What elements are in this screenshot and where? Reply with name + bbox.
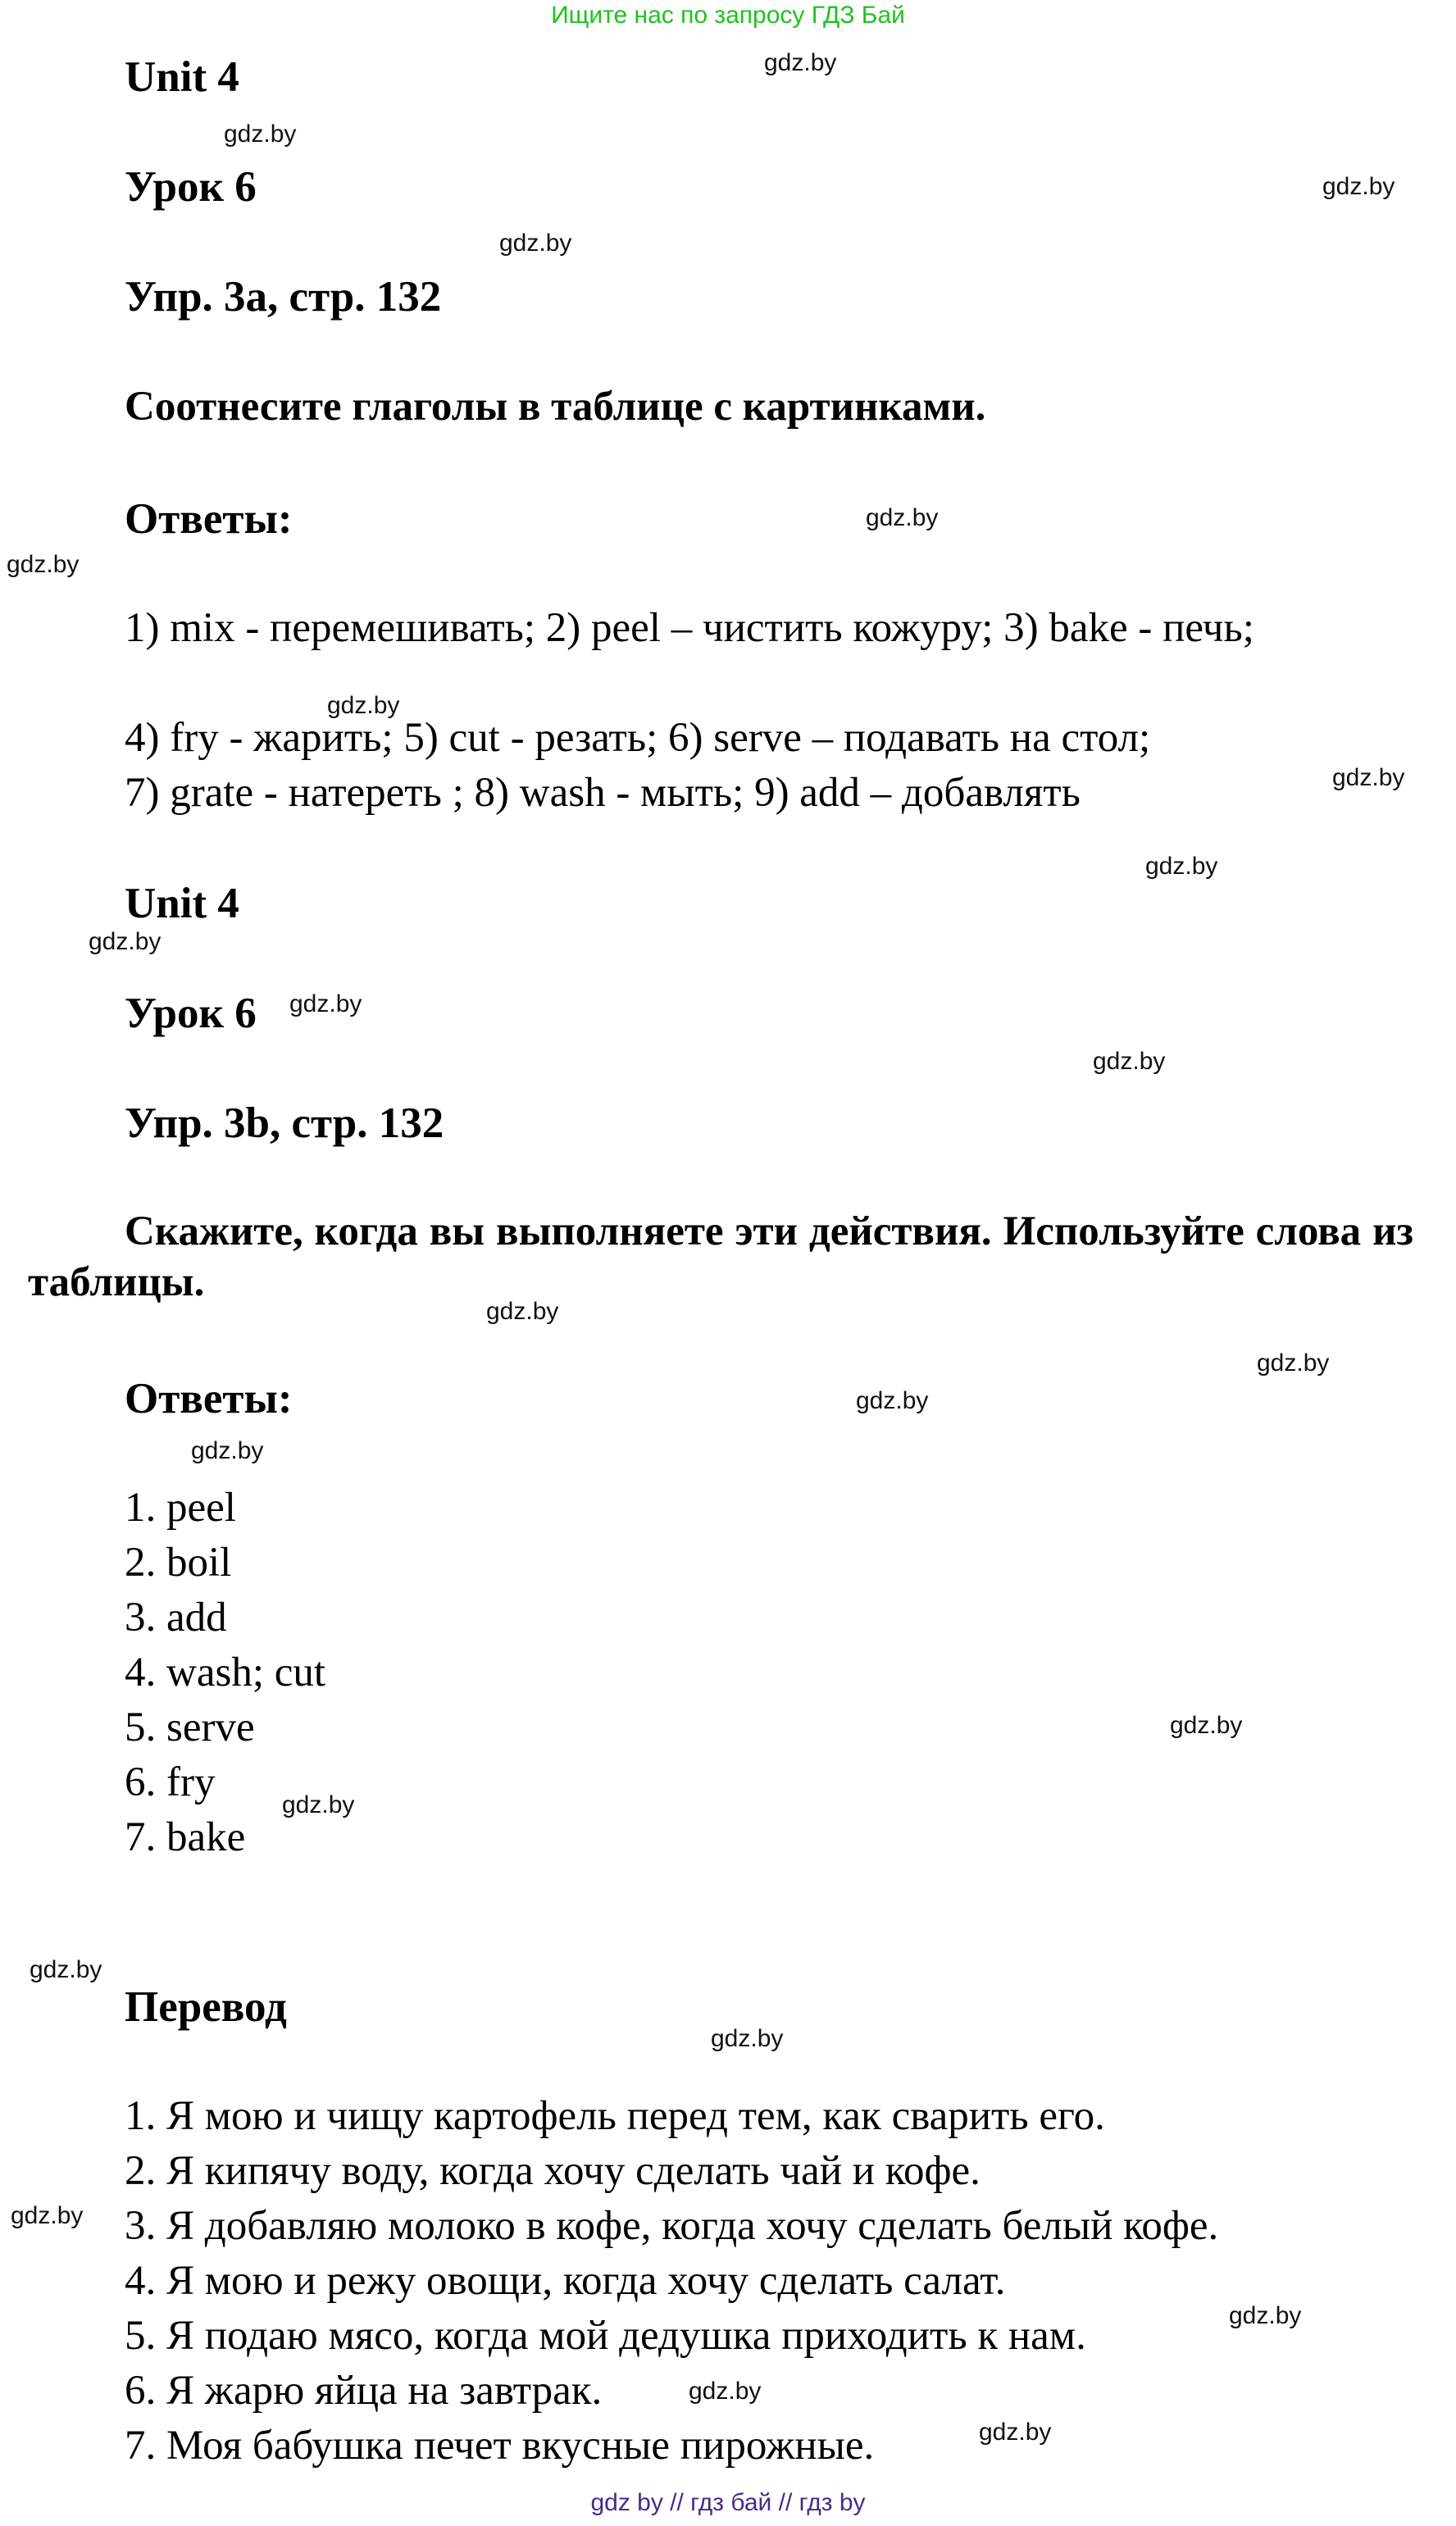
- unit-heading-1: Unit 4: [125, 53, 239, 101]
- task-text-1: Соотнесите глаголы в таблице с картинками.: [125, 384, 986, 430]
- unit-heading-2: Unit 4: [125, 880, 239, 927]
- watermark: gdz.by: [1229, 2302, 1302, 2329]
- watermark: gdz.by: [1332, 764, 1405, 791]
- watermark: gdz.by: [764, 49, 837, 76]
- list-item: 6. Я жарю яйца на завтрак.: [125, 2368, 603, 2414]
- watermark: gdz.by: [711, 2025, 784, 2052]
- answer-paragraph-1: 1) mix - перемешивать; 2) peel – чистить кожуру; 3) bake - печь;: [125, 605, 1254, 651]
- footer-links[interactable]: gdz by // гдз бай // гдз by: [590, 2489, 866, 2516]
- list-item: 1. peel: [125, 1485, 236, 1531]
- watermark: gdz.by: [856, 1387, 929, 1414]
- exercise-heading-1: Упр. 3a, стр. 132: [125, 273, 442, 321]
- translation-title: Перевод: [125, 1983, 287, 2031]
- answer-line-2: 4) fry - жарить; 5) cut - резать; 6) serve – подавать на стол;: [125, 715, 1151, 761]
- watermark: gdz.by: [7, 551, 80, 578]
- list-item: 4. wash; cut: [125, 1650, 326, 1695]
- top-banner[interactable]: Ищите нас по запросу ГДЗ Бай: [551, 2, 905, 29]
- watermark: gdz.by: [89, 928, 162, 955]
- watermark: gdz.by: [224, 121, 297, 148]
- list-item: 6. fry: [125, 1759, 216, 1805]
- watermark: gdz.by: [1322, 173, 1395, 200]
- watermark: gdz.by: [689, 2378, 762, 2405]
- watermark: gdz.by: [1145, 853, 1218, 880]
- watermark: gdz.by: [1257, 1349, 1330, 1377]
- answers-title-1: Ответы:: [125, 495, 293, 543]
- watermark: gdz.by: [282, 1791, 355, 1818]
- watermark: gdz.by: [30, 1956, 102, 1983]
- watermark: gdz.by: [1093, 1048, 1166, 1075]
- list-item: 7. Моя бабушка печет вкусные пирожные.: [125, 2423, 875, 2469]
- watermark: gdz.by: [866, 504, 939, 531]
- list-item: 2. Я кипячу воду, когда хочу сделать чай и кофе.: [125, 2148, 981, 2194]
- watermark: gdz.by: [327, 692, 400, 719]
- answers-title-2: Ответы:: [125, 1375, 293, 1422]
- exercise-heading-2: Упр. 3b, стр. 132: [125, 1099, 444, 1147]
- list-item: 5. Я подаю мясо, когда мой дедушка приходить к нам.: [125, 2313, 1086, 2359]
- lesson-heading-2: Урок 6: [125, 990, 257, 1037]
- answer-line-3: 7) grate - натереть ; 8) wash - мыть; 9) add – добавлять: [125, 770, 1081, 816]
- watermark: gdz.by: [11, 2202, 84, 2229]
- watermark: gdz.by: [191, 1437, 264, 1464]
- list-item: 1. Я мою и чищу картофель перед тем, как сварить его.: [125, 2093, 1105, 2139]
- list-item: 2. boil: [125, 1540, 232, 1586]
- lesson-heading-1: Урок 6: [125, 163, 257, 211]
- translation-list: [125, 2089, 1218, 2474]
- watermark: gdz.by: [289, 990, 362, 1017]
- watermark: gdz.by: [486, 1298, 559, 1325]
- list-item: 4. Я мою и режу овощи, когда хочу сделать салат.: [125, 2258, 1006, 2304]
- list-item: 7. bake: [125, 1814, 246, 1860]
- watermark: gdz.by: [979, 2419, 1052, 2446]
- task-text-2: Скажите, когда вы выполняете эти действия. Используйте слова из таблицы.: [28, 1208, 1413, 1305]
- watermark: gdz.by: [1170, 1712, 1243, 1739]
- list-item: 3. add: [125, 1595, 227, 1641]
- list-item: 5. serve: [125, 1704, 255, 1750]
- list-item: 3. Я добавляю молоко в кофе, когда хочу сделать белый кофе.: [125, 2203, 1219, 2249]
- watermark: gdz.by: [499, 230, 572, 257]
